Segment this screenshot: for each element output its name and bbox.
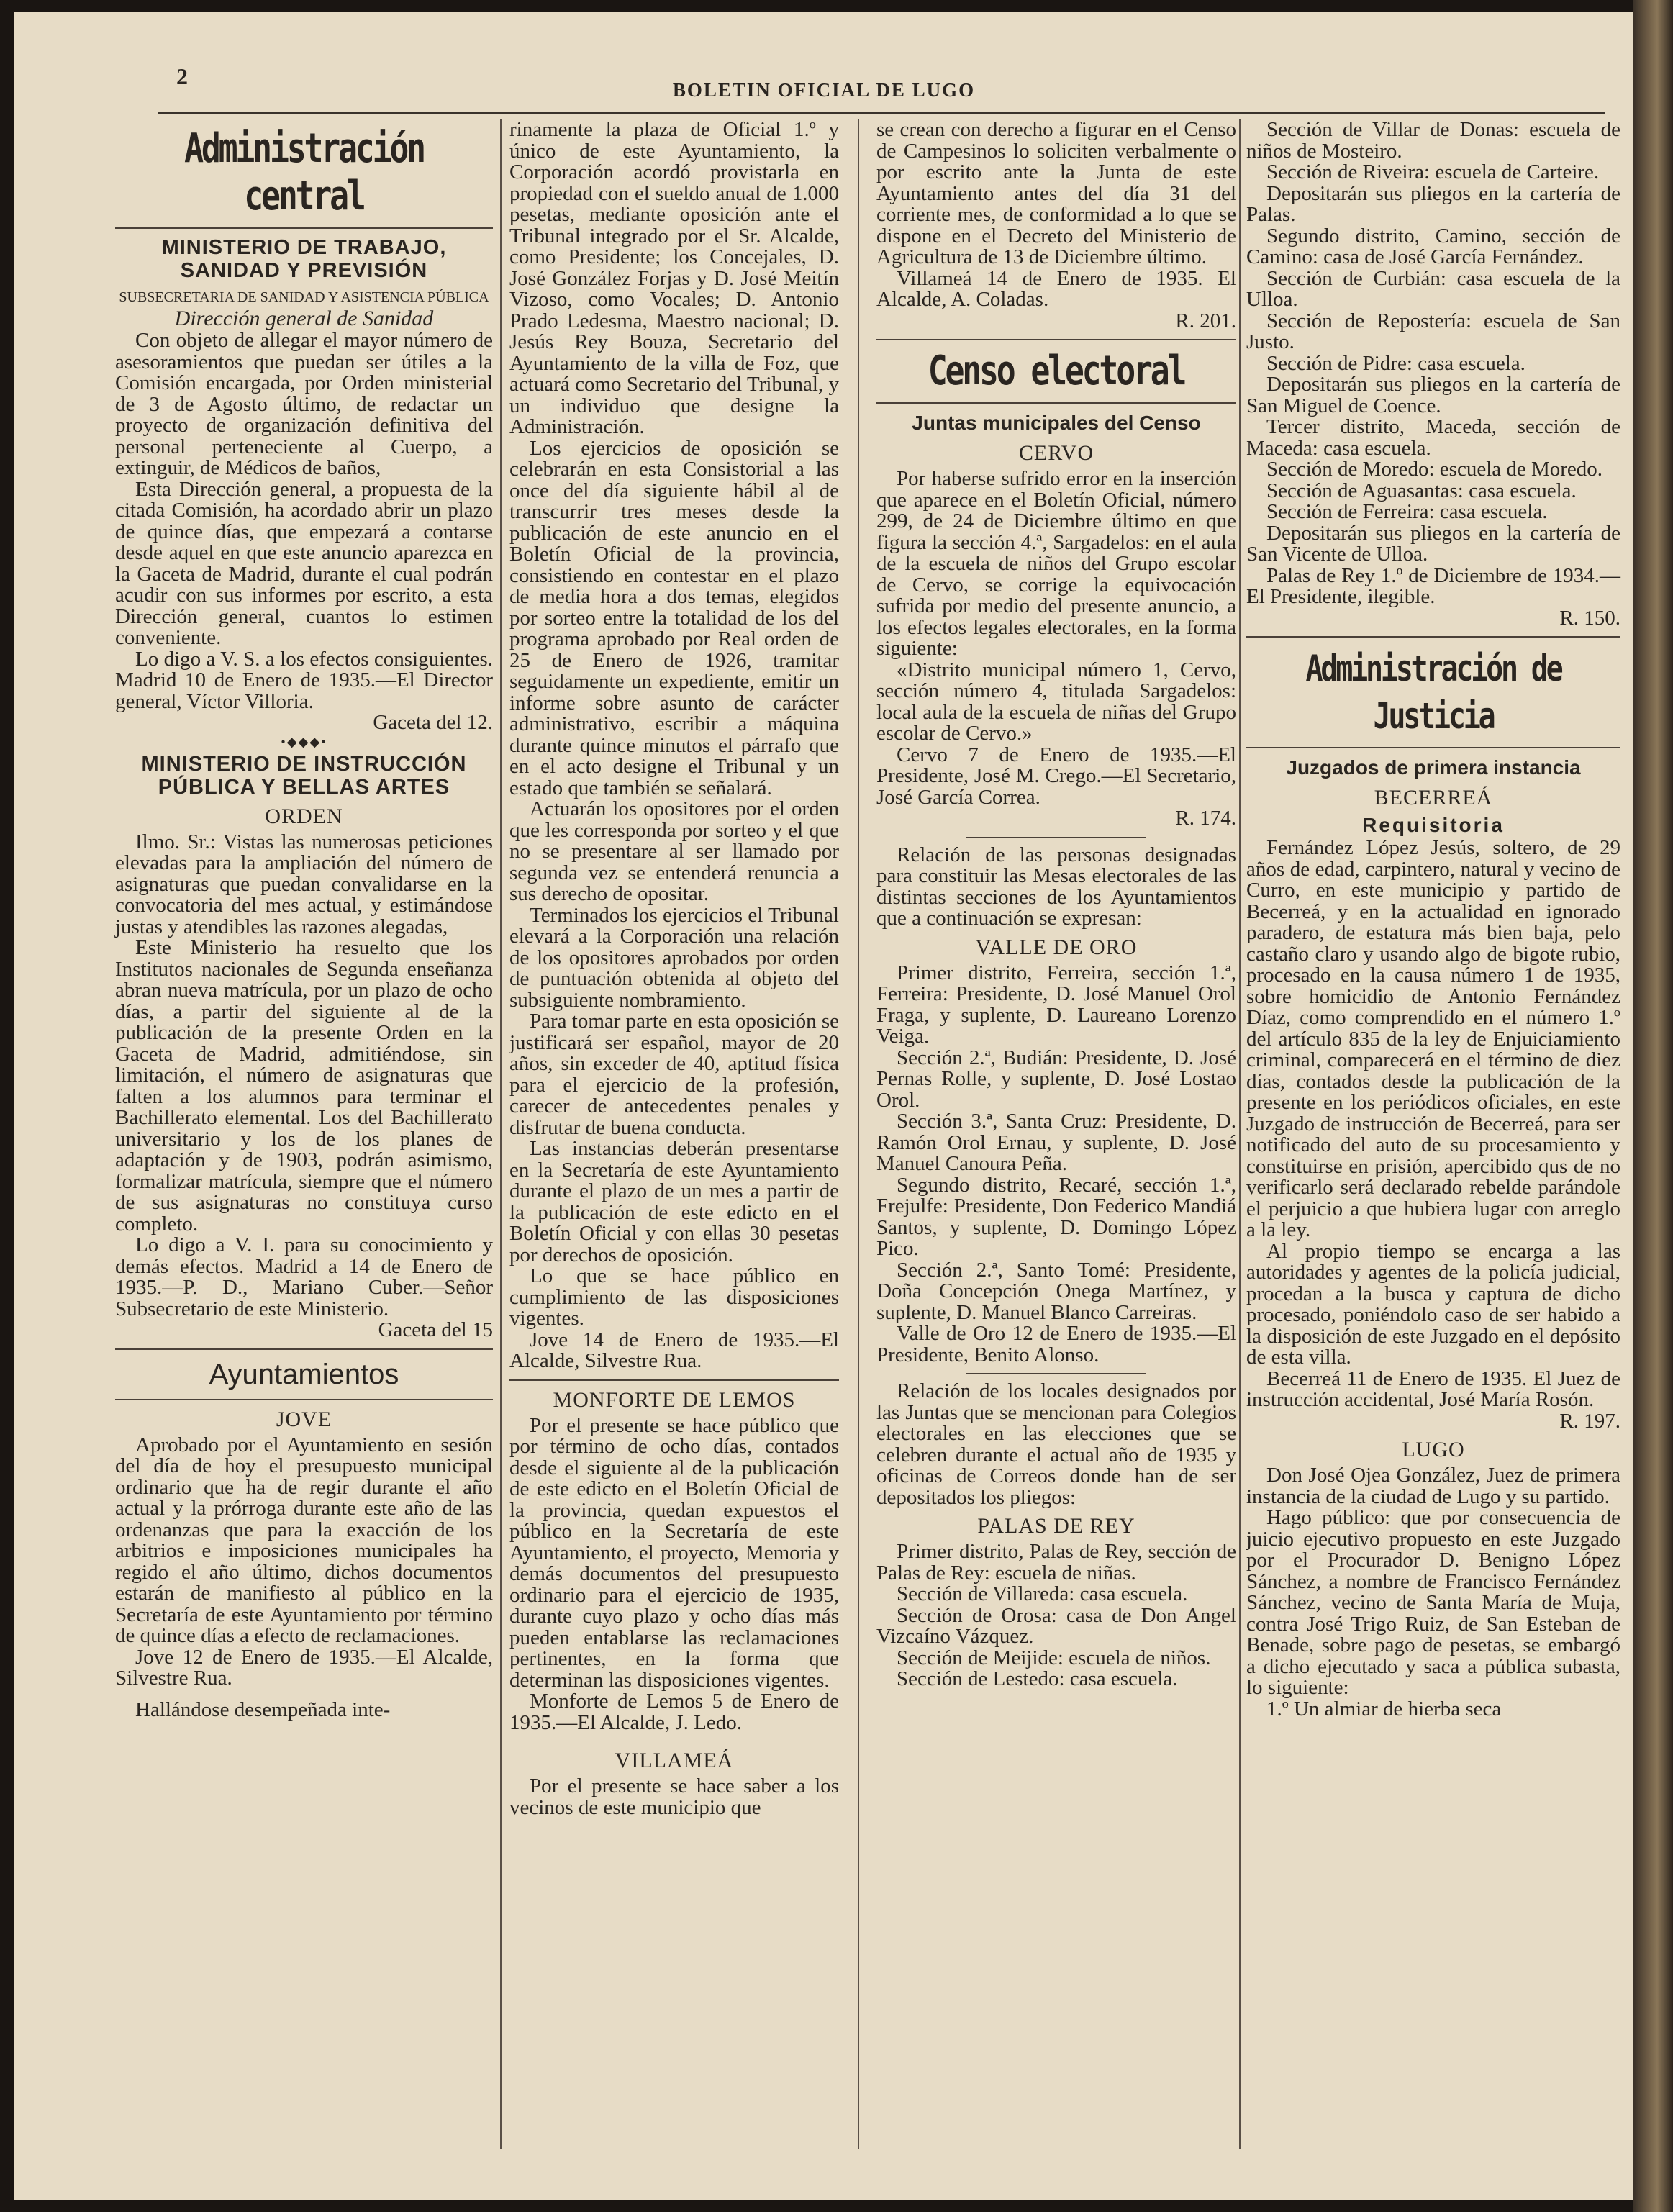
- paragraph: Las instancias deberán presentarse en la Secretaría de este Ayuntamiento durante el plazo de un mes a partir de la publicación de este edicto en el Boletín Oficial y con ellas 30 pesetas por derechos de oposición.: [509, 1137, 839, 1266]
- rule: [115, 227, 493, 229]
- paragraph: Lo que se hace público en cumplimiento de las disposiciones vigentes.: [509, 1264, 839, 1330]
- column-1: [115, 119, 493, 1721]
- town-heading: JOVE: [276, 1407, 332, 1431]
- paragraph: Segundo distrito, Camino, sección de Camino: casa de José García Fernández.: [1246, 224, 1620, 268]
- rule: [115, 1348, 493, 1350]
- paragraph: Aprobado por el Ayuntamiento en sesión del día de hoy el presupuesto municipal ordinario que ha de regir durante el año actual y la prórroga durante este año de las ordenanzas que para la exacción de los arbitrios e imposiciones municipales ha regido el año último, dichos documentos estarán de manifiesto al público en la Secretaría de este Ayuntamiento por término de quince días a efecto de reclamaciones.: [115, 1433, 493, 1647]
- paragraph: Sección de Pidre: casa escuela.: [1266, 351, 1525, 375]
- column-divider: [1239, 119, 1241, 2149]
- rule: [876, 402, 1236, 404]
- paragraph: Hallándose desempeñada inte-: [135, 1697, 391, 1721]
- town-heading: MONFORTE DE LEMOS: [553, 1387, 796, 1412]
- paragraph: Los ejercicios de oposición se celebrarán en esta Consistorial a las once del día siguiente hábil al de transcurrir tres meses desde la publicación de este anuncio en el Boletín Oficial de la provincia, consistiendo en contestar en el plazo de media hora a dos temas, elegidos por sorteo entre la totalidad de los del programa aprobado por Real orden de 25 de Enero de 1926, tramitar seguidamente un expediente, emitir un informe sobre asunto de carácter administrativo, escribir a máquina durante quince minutos el párrafo que en el acto designe el Tribunal y un estado que también se señalará.: [509, 436, 839, 799]
- paragraph: Segundo distrito, Recaré, sección 1.ª, Frejulfe: Presidente, Don Federico Mandiá Santos, y suplente, D. Domingo López Pico.: [876, 1173, 1236, 1260]
- paragraph: Con objeto de allegar el mayor número de asesoramientos que puedan ser útiles a la Comisión encargada, por Orden ministerial de 3 de Agosto último, de redactar un proyecto de organización definitiva del personal perteneciente al Cuerpo, a extinguir, de Médicos de baños,: [115, 329, 493, 479]
- paragraph: Sección de Orosa: casa de Don Angel Vizcaíno Vázquez.: [876, 1603, 1236, 1648]
- paragraph: Sección 2.ª, Santo Tomé: Presidente, Doña Concepción Onega Martínez, y suplente, D. Manuel Blanco Carreiras.: [876, 1258, 1236, 1324]
- newspaper-page: [14, 12, 1633, 2200]
- paragraph: Tercer distrito, Maceda, sección de Maceda: casa escuela.: [1246, 415, 1620, 460]
- column-divider: [500, 119, 502, 2149]
- town-heading: BECERREÁ: [1374, 786, 1493, 810]
- rule: [966, 1373, 1146, 1374]
- paragraph: Relación de las personas designadas para constituir las Mesas electorales de las distintas secciones de los Ayuntamientos que a continuación se expresan:: [876, 843, 1236, 930]
- paragraph: Hago público: que por consecuencia de juicio ejecutivo propuesto en este Juzgado por el Procurador D. Benigno López Sánchez, a nombre de Francisco Fernández Sánchez, vecino de Santa María de Muja, contra José Trigo Ruiz, de San Esteban de Benade, sobre pago de pesetas, se embargó a dicho ejecutado y saca a pública subasta, lo siguiente:: [1246, 1506, 1620, 1699]
- paragraph: Sección de Villar de Donas: escuela de niños de Mosteiro.: [1246, 118, 1620, 163]
- paragraph: Esta Dirección general, a propuesta de la citada Comisión, ha acordado abrir un plazo de quince días, que empezará a contarse desde aquel en que este anuncio aparezca en la Gaceta de Madrid, durante el cual podrán acudir con sus informes por escrito, a esta Dirección general, cuantos lo estimen conveniente.: [115, 477, 493, 649]
- paragraph: Villameá 14 de Enero de 1935. El Alcalde, A. Coladas.: [876, 266, 1236, 311]
- paragraph: Por el presente se hace saber a los vecinos de este municipio que: [509, 1774, 839, 1819]
- paragraph: Becerreá 11 de Enero de 1935. El Juez de instrucción accidental, José María Rosón.: [1246, 1366, 1620, 1411]
- reference-number: R. 174.: [1175, 807, 1236, 830]
- town-heading: PALAS DE REY: [977, 1514, 1135, 1538]
- paragraph: Al propio tiempo se encarga a las autoridades y agentes de la policía judicial, procedan a la busca y captura de dicho procesado, poniéndolo caso de ser habido a la disposición de este Juzgado en el depósito de esta villa.: [1246, 1239, 1620, 1369]
- paragraph: Sección de Riveira: escuela de Carteire.: [1266, 160, 1600, 183]
- ministry-heading: MINISTERIO DE TRABAJO, SANIDAD Y PREVISIÓN: [161, 236, 447, 282]
- column-divider: [858, 119, 859, 2149]
- rule: [876, 339, 1236, 340]
- paragraph: Sección de Moredo: escuela de Moredo.: [1266, 458, 1603, 481]
- newspaper-title: BOLETIN OFICIAL DE LUGO: [672, 79, 976, 101]
- ministry-heading: MINISTERIO DE INSTRUCCIÓN PÚBLICA Y BELLAS ARTES: [141, 752, 467, 799]
- paragraph: rinamente la plaza de Oficial 1.º y único de este Ayuntamiento, la Corporación acordó provistarla en propiedad con el sueldo anual de 1.000 pesetas, mediante oposición ante el Tribunal integrado por el Sr. Alcalde, como Presidente; los Concejales, D. José González Forjas y D. José Meitín Vizoso, como Vocales; D. Antonio Prado Ledesma, Maestro nacional; D. Jesús Rey Bouza, Secretario del Ayuntamiento de la villa de Foz, que actuará como Secretario del Tribunal, y un individuo que designe la Administración.: [509, 118, 839, 438]
- paragraph: Sección de Villareda: casa escuela.: [897, 1582, 1188, 1605]
- book-binding: [1633, 0, 1673, 2212]
- paragraph: Este Ministerio ha resuelto que los Institutos nacionales de Segunda enseñanza abran nueva matrícula, por un plazo de ocho días, a partir del siguiente al de la publicación de la presente Orden en la Gaceta de Madrid, admitiéndose, sin limitación, el número de asignaturas que falten a los alumnos para terminar el Bachillerato elemental. Los del Bachillerato universitario y los de los planes de adaptación y de 1903, podrán asimismo, formalizar matrícula, siempre que el número de sus asignaturas no constituya curso completo.: [115, 936, 493, 1236]
- paragraph: Sección de Lestedo: casa escuela.: [897, 1667, 1178, 1690]
- reference-number: R. 197.: [1559, 1409, 1620, 1433]
- rule: [966, 837, 1146, 838]
- paragraph: Terminados los ejercicios el Tribunal elevará a la Corporación una relación de los opositores aprobados por orden de puntuación obtenida al objeto del subsiguiente nombramiento.: [509, 903, 839, 1012]
- town-heading: CERVO: [1018, 441, 1094, 465]
- paragraph: Primer distrito, Ferreira, sección 1.ª, Ferreira: Presidente, D. José Manuel Orol Fraga, y suplente, D. Laureano Lorenzo Veiga.: [876, 961, 1236, 1048]
- paragraph: Valle de Oro 12 de Enero de 1935.—El Presidente, Benito Alonso.: [876, 1322, 1236, 1366]
- paragraph: Sección 3.ª, Santa Cruz: Presidente, D. Ramón Orol Ernau, y suplente, D. José Manuel Canoura Peña.: [876, 1110, 1236, 1175]
- paragraph: Sección de Meijide: escuela de niños.: [897, 1646, 1211, 1669]
- paragraph: se crean con derecho a figurar en el Censo de Campesinos lo soliciten verbalmente o por escrito ante la Junta de este Ayuntamiento antes del día 31 del corriente mes, de conformidad a lo que se dispone en el Decreto del Ministerio de Agricultura de 13 de Diciembre último.: [876, 118, 1236, 268]
- paragraph: Ilmo. Sr.: Vistas las numerosas peticiones elevadas para la ampliación del número de asignaturas que puedan convalidarse en la convocatoria del mes actual, y estimándose justas y atendibles las razones alegadas,: [115, 830, 493, 938]
- reference-number: R. 150.: [1559, 606, 1620, 630]
- header-rule: [158, 112, 1605, 114]
- paragraph: Lo digo a V. I. para su conocimiento y demás efectos. Madrid a 14 de Enero de 1935.—P. D., Mariano Cuber.—Señor Subsecretario de este Ministerio.: [115, 1233, 493, 1320]
- subsection-heading: Juzgados de primera instancia: [1286, 756, 1581, 779]
- paragraph: Actuarán los opositores por el orden que les corresponda por sorteo y el que no se presentare al ser llamado por segunda vez se entenderá renuncia a sus derecho de opositar.: [509, 797, 839, 905]
- paragraph: Sección 2.ª, Budián: Presidente, D. José Pernas Rolle, y suplente, D. José Lostao Orol.: [876, 1046, 1236, 1112]
- paragraph: Por haberse sufrido error en la inserción que aparece en el Boletín Oficial, número 299, de 24 de Diciembre último en que figura la sección 4.ª, Sargadelos: en el aula de la escuela de niños del Grupo escolar de Cervo, se corrige la equivocación sufrida por medio del presente anuncio, a los efectos legales electorales, en la forma siguiente:: [876, 467, 1236, 660]
- direccion-heading: Dirección general de Sanidad: [174, 307, 434, 330]
- paragraph: Sección de Aguasantas: casa escuela.: [1266, 479, 1577, 502]
- column-4: [1246, 119, 1620, 1720]
- paragraph: Cervo 7 de Enero de 1935.—El Presidente, José M. Crego.—El Secretario, José García Correa.: [876, 743, 1236, 809]
- requisitoria-heading: Requisitoria: [1362, 814, 1505, 836]
- paragraph: Sección de Repostería: escuela de San Justo.: [1246, 309, 1620, 353]
- source-note: Gaceta del 15: [378, 1318, 493, 1341]
- paragraph: Fernández López Jesús, soltero, de 29 años de edad, carpintero, natural y vecino de Curro, en este municipio y partido de Becerreá, y en la actualidad en ignorado paradero, de estatura más bien baja, pelo castaño claro y usando algo de bigote rubio, procesado en la causa número 1 de 1935, sobre homicidio de Antonio Fernández Díaz, como comprendido en el número 1.º del artículo 835 de la ley de Enjuiciamiento criminal, comparecerá en el término de diez días, contados desde la publicación de la presente en los periódicos oficiales, en este Juzgado de instrucción de Becerreá, para ser notificado del auto de su procesamiento y constituirse en prisión, apercibido qus de no verificarlo será declarado rebelde parándole el perjuicio a que hubiera lugar con arreglo a la ley.: [1246, 836, 1620, 1241]
- paragraph: Depositarán sus pliegos en la cartería de Palas.: [1246, 181, 1620, 226]
- paragraph: Sección de Curbián: casa escuela de la Ulloa.: [1246, 266, 1620, 311]
- paragraph: Por el presente se hace público que por término de ocho días, contados desde el siguiente al de la publicación de este edicto en el Boletín Oficial de la provincia, quedan expuestos el público en la Secretaría de este Ayuntamiento, el proyecto, Memoria y demás documentos del presupuesto ordinario para el ejercicio de 1935, durante cuyo plazo y ocho días más pueden entablarse las reclamaciones pertinentes, en la forma que determinan las disposiciones vigentes.: [509, 1413, 839, 1692]
- paragraph: Lo digo a V. S. a los efectos consiguientes. Madrid 10 de Enero de 1935.—El Director general, Víctor Villoria.: [115, 647, 493, 713]
- paragraph: Primer distrito, Palas de Rey, sección de Palas de Rey: escuela de niñas.: [876, 1540, 1236, 1585]
- rule: [1246, 747, 1620, 748]
- section-masthead: Administración de Justicia: [1305, 648, 1561, 737]
- rule: [509, 1379, 839, 1381]
- town-heading: VILLAMEÁ: [615, 1749, 734, 1772]
- paragraph: Relación de los locales designados por las Juntas que se mencionan para Colegios electorales en las elecciones que se celebren durante el actual año de 1935 y oficinas de Correos donde han de ser depositados los pliegos:: [876, 1379, 1236, 1509]
- paragraph: Palas de Rey 1.º de Diciembre de 1934.—El Presidente, ilegible.: [1246, 563, 1620, 608]
- section-masthead: Administración central: [184, 125, 424, 219]
- paragraph: Para tomar parte en esta oposición se justificará ser español, mayor de 20 años, sin exceder de 40, aptitud física para el ejercicio de la profesión, carecer de antecedentes penales y disfrutar de buena conducta.: [509, 1010, 840, 1139]
- source-note: Gaceta del 12.: [373, 711, 493, 734]
- town-heading: VALLE DE ORO: [975, 935, 1138, 959]
- rule: [1246, 636, 1620, 638]
- town-heading: LUGO: [1402, 1438, 1465, 1461]
- paragraph: 1.º Un almiar de hierba seca: [1266, 1697, 1502, 1721]
- column-2: [509, 119, 839, 1818]
- section-masthead: Censo electoral: [928, 348, 1185, 394]
- paragraph: Depositarán sus pliegos en la cartería de San Miguel de Coence.: [1246, 373, 1620, 417]
- column-3: [876, 119, 1236, 1690]
- paragraph: «Distrito municipal número 1, Cervo, sección número 4, titulada Sargadelos: local aula de la escuela de niñas del Grupo escolar de Cervo.»: [876, 658, 1236, 745]
- subsecretaria-heading: SUBSECRETARIA DE SANIDAD Y ASISTENCIA PÚBLICA: [119, 289, 489, 305]
- ornament-divider: ——•◆◆◆•——: [252, 734, 356, 749]
- reference-number: R. 201.: [1175, 309, 1236, 332]
- paragraph: Jove 14 de Enero de 1935.—El Alcalde, Silvestre Rua.: [509, 1328, 839, 1372]
- paragraph: Depositarán sus pliegos en la cartería de San Vicente de Ulloa.: [1246, 521, 1620, 566]
- rule: [115, 1399, 493, 1400]
- section-heading: Ayuntamientos: [209, 1358, 399, 1390]
- paragraph: Sección de Ferreira: casa escuela.: [1266, 500, 1548, 523]
- page-number: 2: [176, 63, 188, 89]
- paragraph: Jove 12 de Enero de 1935.—El Alcalde, Silvestre Rua.: [115, 1645, 493, 1690]
- subsection-heading: Juntas municipales del Censo: [912, 412, 1201, 434]
- paragraph: Monforte de Lemos 5 de Enero de 1935.—El Alcalde, J. Ledo.: [509, 1690, 839, 1734]
- orden-heading: ORDEN: [265, 804, 343, 828]
- paragraph: Don José Ojea González, Juez de primera instancia de la ciudad de Lugo y su partido.: [1246, 1464, 1620, 1508]
